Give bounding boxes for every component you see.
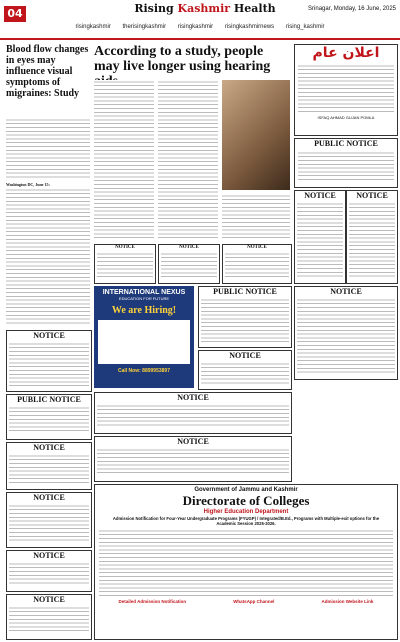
notice-box: NOTICE [6, 330, 92, 392]
admission-website-link[interactable]: Admission Website Link [321, 599, 374, 604]
admission-title: Admission Notification for Four-Year Undergraduate Programs (FYUGP) / Integrated/B.Ed., Programs with Multiple-exit options for the Academic Session 2025-2026. [112, 516, 380, 526]
notice-box: NOTICE [6, 442, 92, 490]
issue-date: Srinagar, Monday, 16 June, 2025 [308, 6, 396, 12]
whatsapp-channel-link[interactable]: WhatsApp Channel [233, 599, 275, 604]
masthead-section: Health [233, 2, 276, 15]
left-story-headline: Blood flow changes in eyes may influence visual symptoms of migraines: Study [6, 44, 89, 99]
masthead-rising: Rising [134, 2, 174, 15]
main-story-col2 [158, 80, 218, 240]
masthead-kashmir: Kashmir [177, 2, 231, 15]
gov-title: Government of Jammu and Kashmir [194, 487, 298, 493]
notice-box: NOTICE [94, 392, 292, 434]
nexus-subtitle: EDUCATION FOR FUTURE [118, 296, 170, 301]
masthead [120, 2, 290, 15]
ad-box: NOTICE [94, 244, 156, 284]
left-story-body [6, 188, 90, 326]
left-story [6, 44, 90, 99]
notice-box: NOTICE [6, 550, 92, 592]
main-story-col3 [222, 194, 290, 240]
notice-box: NOTICE [6, 492, 92, 548]
ad-box: NOTICE [222, 244, 292, 284]
notice-box: NOTICE [294, 286, 398, 380]
social-handle[interactable]: risingkashmir [177, 24, 214, 30]
social-handle[interactable]: risingkashmir [75, 24, 111, 30]
notice-box: NOTICE [346, 190, 398, 284]
social-bar [0, 24, 400, 30]
main-story-headline: According to a study, people may live longer using hearing [94, 44, 271, 74]
admission-table [99, 529, 393, 597]
nexus-ad [94, 286, 194, 388]
left-story-image [6, 118, 90, 178]
social-handle[interactable]: rising_kashmir [285, 24, 325, 30]
hearing-aid-photo [222, 80, 290, 190]
page-number: 04 [4, 6, 26, 22]
social-handle[interactable]: risingkashmirnews [224, 24, 275, 30]
public-notice-title: PUBLIC NOTICE [314, 139, 378, 148]
notice-box: NOTICE [6, 594, 92, 640]
detailed-notification-link[interactable]: Detailed Admission Notification [118, 599, 187, 604]
directorate-title: Directorate of Colleges [182, 493, 310, 508]
public-notice [294, 138, 398, 188]
main-story-col1 [94, 80, 154, 240]
urdu-notice-title: اعلان عام [312, 45, 380, 61]
directorate-ad [94, 484, 398, 640]
urdu-notice-name: ISFAQ AHMAD GUJAN POMLA [317, 115, 375, 120]
nexus-table [98, 320, 190, 364]
left-story-dateline: Washington DC, June 15: [6, 182, 50, 187]
urdu-notice-body [298, 64, 394, 112]
notice-box: PUBLIC NOTICE [6, 394, 92, 440]
social-handle[interactable]: therisingkashmir [122, 24, 167, 30]
nexus-title: INTERNATIONAL NEXUS [102, 289, 186, 296]
notice-box: NOTICE [198, 350, 292, 390]
notice-box: NOTICE [94, 436, 292, 482]
notice-box: PUBLIC NOTICE [198, 286, 292, 348]
urdu-notice [294, 44, 398, 136]
notice-box: NOTICE [294, 190, 346, 284]
nexus-phone: Call Now: 8899953897 [118, 368, 170, 374]
department-title: Higher Education Department [203, 509, 289, 515]
ad-box: NOTICE [158, 244, 220, 284]
nexus-hiring: We are Hiring! [111, 305, 177, 316]
